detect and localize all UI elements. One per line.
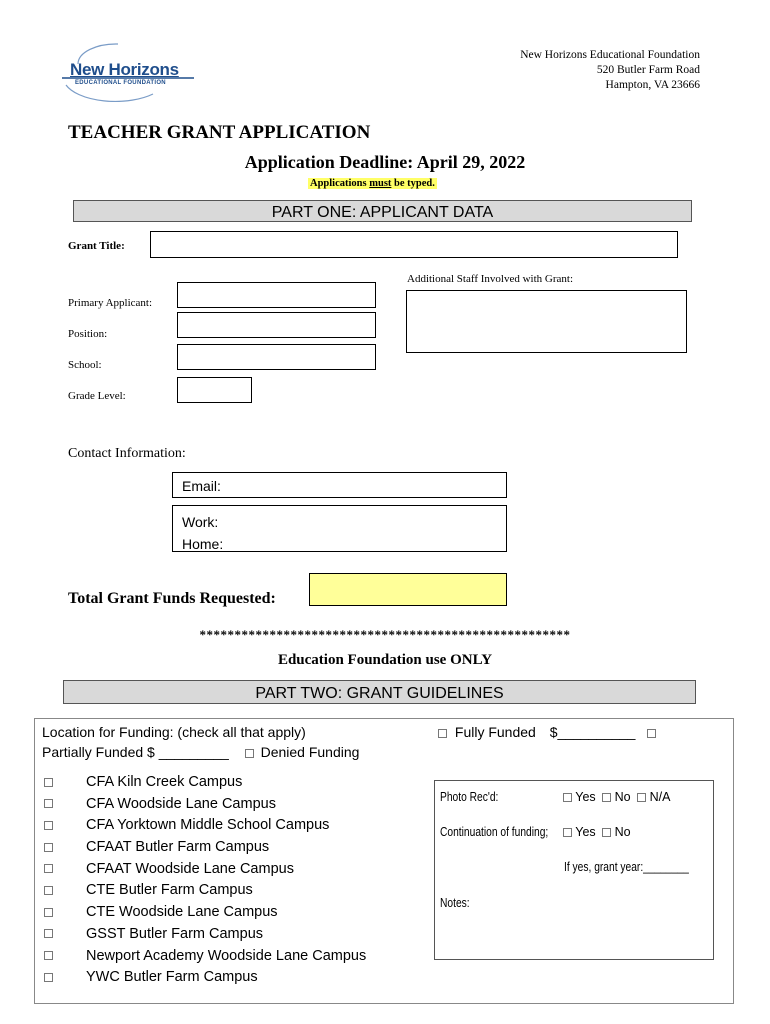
grant-year-row[interactable]	[564, 860, 716, 874]
photo-recd-options	[563, 790, 670, 804]
part-one-header	[73, 200, 692, 222]
school-label: School:	[68, 359, 102, 371]
part-two-header	[63, 680, 696, 704]
campus-checkbox[interactable]	[44, 886, 53, 895]
photo-recd-row	[440, 790, 511, 804]
address-line-3: Hampton, VA 23666	[605, 79, 700, 91]
campus-item[interactable]	[44, 774, 366, 796]
fully-funded-label: Fully Funded	[454, 724, 536, 740]
photo-no-checkbox[interactable]	[602, 793, 611, 802]
location-label: Location for Funding: (check all that apply)	[42, 724, 306, 740]
campus-item[interactable]	[44, 861, 366, 883]
campus-item[interactable]	[44, 817, 366, 839]
grant-year-label: If yes, grant year:________	[564, 860, 689, 874]
email-label: Email:	[182, 478, 221, 494]
campus-label: CFA Kiln Creek Campus	[86, 774, 243, 790]
logo	[58, 40, 198, 102]
photo-na-checkbox[interactable]	[637, 793, 646, 802]
denied-funding-label: Denied Funding	[260, 744, 360, 760]
position-label: Position:	[68, 328, 108, 340]
photo-yes-checkbox[interactable]	[563, 793, 572, 802]
logo-name: New Horizons	[70, 60, 179, 79]
campus-label: YWC Butler Farm Campus	[86, 969, 258, 986]
typed-note-suffix: be typed.	[391, 178, 435, 189]
partially-funded-row	[42, 744, 359, 760]
office-use-box	[434, 780, 714, 960]
continuation-label: Continuation of funding;	[440, 825, 549, 839]
star-separator: *****************************************************	[199, 627, 571, 642]
campus-label: CFAAT Woodside Lane Campus	[86, 860, 294, 877]
grant-title-label: Grant Title:	[68, 240, 125, 252]
campus-item[interactable]	[44, 904, 366, 926]
part-one-title: PART ONE: APPLICANT DATA	[271, 204, 494, 221]
campus-label: CFA Woodside Lane Campus	[86, 795, 276, 812]
fully-funded-option[interactable]	[438, 724, 656, 740]
campus-item[interactable]	[44, 969, 366, 991]
typed-note-emph: must	[369, 178, 392, 189]
funded-amount-blank[interactable]: $__________	[549, 724, 636, 740]
campus-label: Newport Academy Woodside Lane Campus	[86, 947, 367, 964]
campus-checkbox[interactable]	[44, 973, 53, 982]
partially-funded-label[interactable]: Partially Funded $ _________	[42, 744, 229, 760]
grade-level-input[interactable]	[177, 377, 252, 403]
partially-funded-checkbox[interactable]	[647, 729, 656, 738]
grade-level-label: Grade Level:	[68, 390, 126, 402]
campus-checkbox[interactable]	[44, 778, 53, 787]
campus-checkbox[interactable]	[44, 843, 53, 852]
address-block	[520, 48, 700, 93]
continuation-no-checkbox[interactable]	[602, 828, 611, 837]
campus-label: CFA Yorktown Middle School Campus	[86, 817, 330, 834]
school-input[interactable]	[177, 344, 376, 370]
campus-item[interactable]	[44, 948, 366, 970]
primary-applicant-label: Primary Applicant:	[68, 297, 153, 309]
typed-note-prefix: Applications	[310, 178, 370, 189]
campus-checkbox[interactable]	[44, 864, 53, 873]
contact-info-label: Contact Information:	[68, 446, 186, 461]
continuation-options	[563, 825, 631, 839]
page-title: TEACHER GRANT APPLICATION	[68, 122, 371, 143]
work-label: Work:	[182, 514, 219, 530]
additional-staff-label: Additional Staff Involved with Grant:	[407, 273, 573, 285]
additional-staff-input[interactable]	[406, 290, 687, 353]
campus-checkbox[interactable]	[44, 799, 53, 808]
primary-applicant-input[interactable]	[177, 282, 376, 308]
campus-item[interactable]	[44, 839, 366, 861]
campus-label: CTE Butler Farm Campus	[86, 882, 253, 899]
email-input[interactable]	[172, 472, 507, 498]
photo-yes-label: Yes	[575, 790, 596, 804]
part-two-title: PART TWO: GRANT GUIDELINES	[255, 685, 504, 702]
continuation-row	[440, 825, 572, 839]
photo-na-label: N/A	[649, 790, 671, 804]
photo-no-label: No	[614, 790, 631, 804]
continuation-yes-checkbox[interactable]	[563, 828, 572, 837]
phone-input[interactable]	[172, 505, 507, 552]
notes-row[interactable]	[440, 896, 476, 910]
typed-note	[308, 178, 437, 189]
continuation-yes-label: Yes	[575, 825, 596, 839]
campus-label: CTE Woodside Lane Campus	[86, 904, 278, 921]
logo-subtitle: EDUCATIONAL FOUNDATION	[75, 80, 166, 86]
foundation-only-heading: Education Foundation use ONLY	[277, 652, 493, 668]
campus-item[interactable]	[44, 926, 366, 948]
address-line-2: 520 Butler Farm Road	[596, 64, 700, 76]
campus-checkbox[interactable]	[44, 821, 53, 830]
campus-label: CFAAT Butler Farm Campus	[86, 839, 270, 856]
notes-label: Notes:	[440, 896, 470, 910]
campus-item[interactable]	[44, 796, 366, 818]
fully-funded-checkbox[interactable]	[438, 729, 447, 738]
campus-checkbox[interactable]	[44, 951, 53, 960]
home-label: Home:	[182, 536, 224, 552]
campus-checkbox[interactable]	[44, 908, 53, 917]
campus-list	[44, 774, 366, 991]
grant-title-input[interactable]	[150, 231, 678, 258]
total-funds-input[interactable]	[309, 573, 507, 606]
campus-item[interactable]	[44, 882, 366, 904]
photo-recd-label: Photo Rec'd:	[440, 790, 499, 804]
deadline: Application Deadline: April 29, 2022	[244, 152, 526, 172]
total-funds-label: Total Grant Funds Requested:	[68, 590, 276, 607]
campus-label: GSST Butler Farm Campus	[86, 925, 264, 942]
position-input[interactable]	[177, 312, 376, 338]
continuation-no-label: No	[614, 825, 631, 839]
campus-checkbox[interactable]	[44, 929, 53, 938]
address-line-1: New Horizons Educational Foundation	[520, 49, 700, 61]
denied-funding-checkbox[interactable]	[245, 749, 254, 758]
